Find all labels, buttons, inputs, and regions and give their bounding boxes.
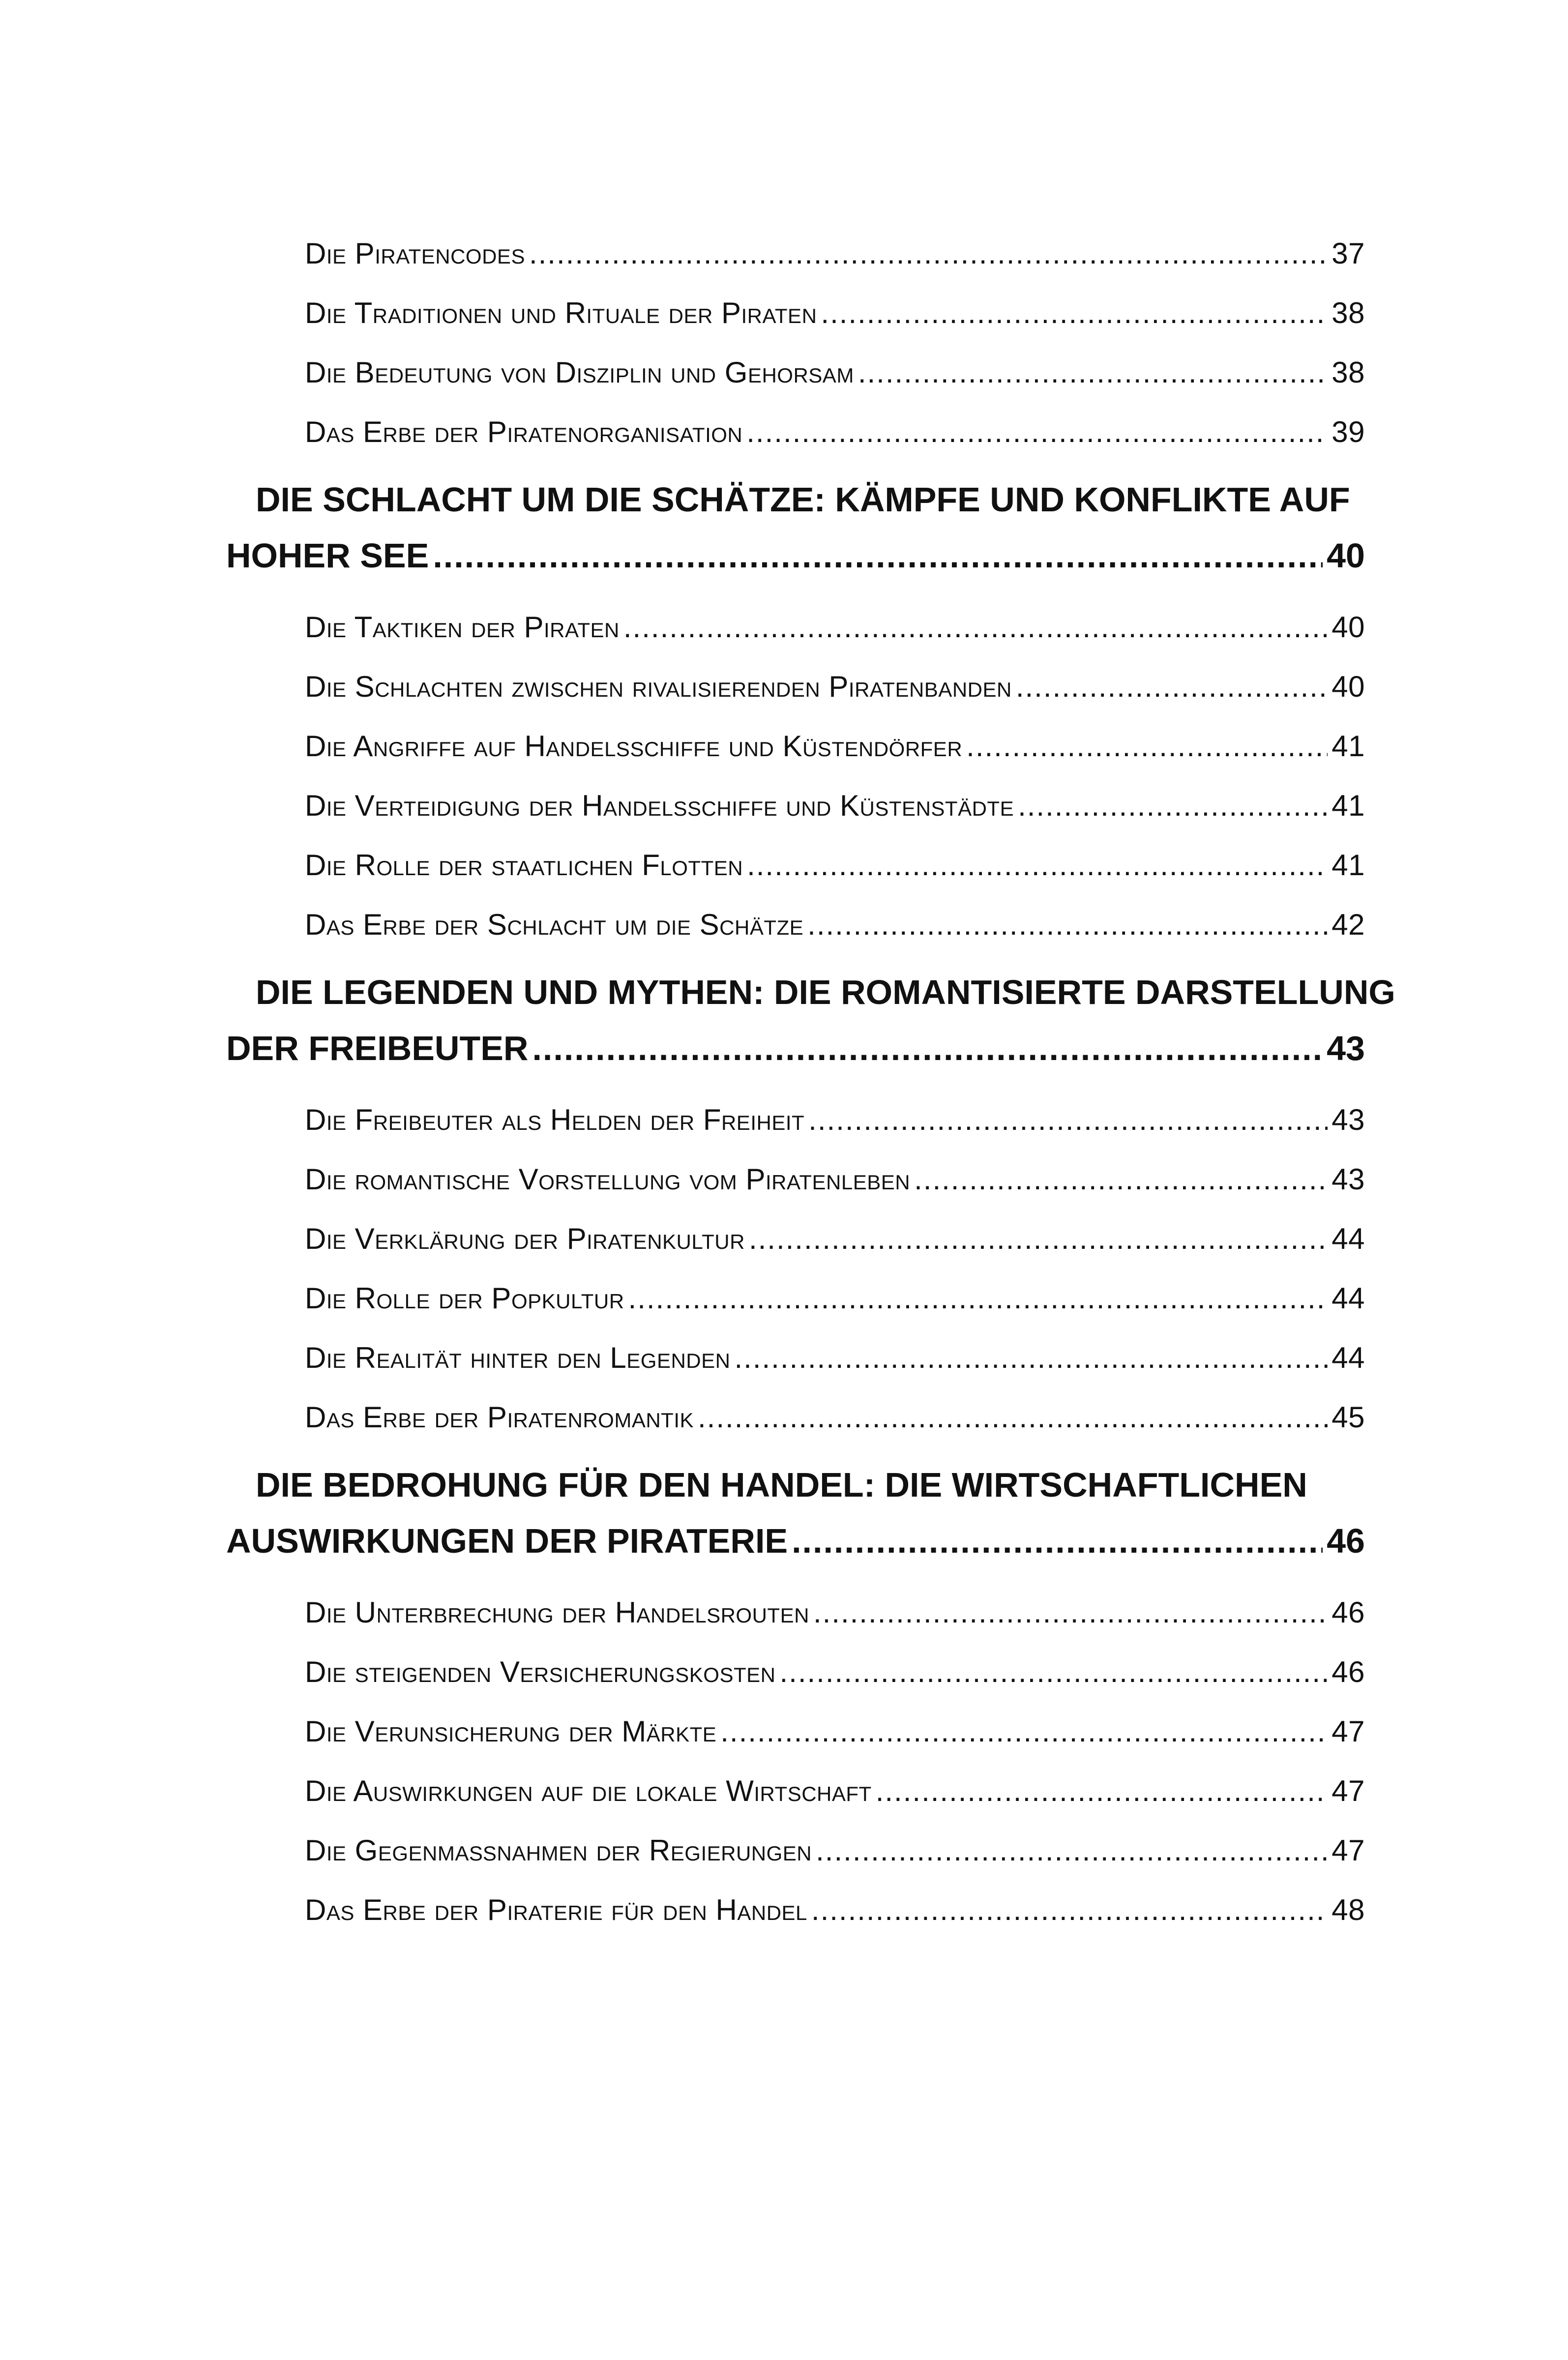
dot-leader: [807, 895, 1328, 954]
toc-entry[interactable]: [305, 283, 1365, 343]
toc-entry-title: Die Schlachten zwischen rivalisierenden Piratenbanden: [305, 670, 1012, 703]
toc-entry-title: Die Bedeutung von Disziplin und Gehorsam: [305, 356, 854, 389]
toc-entry-page: 46: [1331, 1596, 1365, 1629]
toc-entry[interactable]: [305, 224, 1365, 283]
toc-entry-page: 38: [1331, 296, 1365, 329]
toc-entry-title: Die Taktiken der Piraten: [305, 611, 620, 644]
toc-entry-page: 46: [1331, 1655, 1365, 1688]
toc-entry-title: Das Erbe der Schlacht um die Schätze: [305, 908, 804, 941]
toc-entry-page: 43: [1331, 1103, 1365, 1136]
dot-leader: [623, 597, 1328, 657]
dot-leader: [529, 224, 1328, 283]
chapter-page: 46: [1327, 1522, 1365, 1560]
dot-leader: [698, 1387, 1328, 1447]
dot-leader: [746, 402, 1328, 462]
toc-entry-title: Die Rolle der Popkultur: [305, 1282, 624, 1315]
dot-leader: [792, 1513, 1323, 1569]
toc-chapter-heading[interactable]: [226, 1457, 1365, 1569]
toc-entry[interactable]: [305, 1583, 1365, 1642]
dot-leader: [816, 1821, 1328, 1880]
toc-entry[interactable]: [305, 1821, 1365, 1880]
toc-entry[interactable]: [305, 895, 1365, 954]
toc-entry[interactable]: [305, 1209, 1365, 1268]
toc-entry[interactable]: [305, 1702, 1365, 1761]
toc-entry-page: 45: [1331, 1401, 1365, 1434]
toc-entry-page: 41: [1331, 849, 1365, 882]
dot-leader: [966, 716, 1328, 776]
toc-entry[interactable]: [305, 1328, 1365, 1387]
toc-entry-page: 47: [1331, 1715, 1365, 1748]
chapter-title-line1: DIE BEDROHUNG FÜR DEN HANDEL: DIE WIRTSCHAFTLICHEN: [256, 1466, 1307, 1504]
chapter-title-line2-row: [226, 1513, 1365, 1569]
toc-entry-page: 42: [1331, 908, 1365, 941]
chapter-title-line2: AUSWIRKUNGEN DER PIRATERIE: [226, 1522, 788, 1560]
toc-entry-page: 37: [1331, 237, 1365, 270]
toc-entry-page: 39: [1331, 415, 1365, 448]
toc-entry-title: Das Erbe der Piratenromantik: [305, 1401, 694, 1434]
dot-leader: [811, 1880, 1328, 1940]
toc-entry-page: 44: [1331, 1222, 1365, 1255]
toc-entry-page: 41: [1331, 789, 1365, 822]
toc-chapter-heading[interactable]: [226, 964, 1395, 1076]
toc-entry-title: Die romantische Vorstellung vom Piratenleben: [305, 1163, 911, 1196]
toc-entry-title: Die Verteidigung der Handelsschiffe und Küstenstädte: [305, 789, 1014, 822]
toc-entry[interactable]: [305, 1268, 1365, 1328]
dot-leader: [749, 1209, 1328, 1268]
toc-entry-page: 41: [1331, 730, 1365, 763]
dot-leader: [813, 1583, 1328, 1642]
toc-entry-title: Die Freibeuter als Helden der Freiheit: [305, 1103, 805, 1136]
dot-leader: [876, 1761, 1328, 1821]
toc-entry-title: Die Unterbrechung der Handelsrouten: [305, 1596, 809, 1629]
toc-entry-page: 40: [1331, 670, 1365, 703]
chapter-title-line2: DER FREIBEUTER: [226, 1029, 529, 1067]
toc-entry[interactable]: [305, 716, 1365, 776]
dot-leader: [1016, 657, 1328, 716]
toc-entry-title: Das Erbe der Piratenorganisation: [305, 415, 743, 448]
dot-leader: [1018, 776, 1328, 835]
chapter-title-line1: DIE SCHLACHT UM DIE SCHÄTZE: KÄMPFE UND KONFLIKTE AUF: [256, 480, 1350, 519]
dot-leader: [747, 835, 1328, 895]
dot-leader: [433, 528, 1323, 584]
toc-entry-page: 47: [1331, 1774, 1365, 1807]
toc-entry-title: Die Piratencodes: [305, 237, 525, 270]
toc-entry[interactable]: [305, 1761, 1365, 1821]
toc-entry[interactable]: [305, 1150, 1365, 1209]
dot-leader: [720, 1702, 1328, 1761]
toc-entry-page: 44: [1331, 1282, 1365, 1315]
toc-entry[interactable]: [305, 1090, 1365, 1150]
dot-leader: [821, 283, 1328, 343]
chapter-page: 40: [1327, 536, 1365, 575]
chapter-title-line2-row: [226, 528, 1365, 584]
dot-leader: [532, 1020, 1323, 1076]
toc-entry[interactable]: [305, 343, 1365, 402]
toc-entry[interactable]: [305, 657, 1365, 716]
dot-leader: [734, 1328, 1328, 1387]
toc-entry-page: 48: [1331, 1893, 1365, 1926]
toc-chapter-heading[interactable]: [226, 472, 1365, 584]
toc-entry-title: Die Realität hinter den Legenden: [305, 1341, 731, 1374]
dot-leader: [858, 343, 1328, 402]
dot-leader: [628, 1268, 1328, 1328]
toc-entry[interactable]: [305, 835, 1365, 895]
toc-entry-title: Das Erbe der Piraterie für den Handel: [305, 1893, 807, 1926]
toc-entry-title: Die Gegenmaßnahmen der Regierungen: [305, 1834, 812, 1867]
toc-entry[interactable]: [305, 1642, 1365, 1702]
toc-entry[interactable]: [305, 776, 1365, 835]
dot-leader: [808, 1090, 1328, 1150]
chapter-title-line1: DIE LEGENDEN UND MYTHEN: DIE ROMANTISIERTE DARSTELLUNG: [256, 973, 1395, 1011]
toc-entry-title: Die Angriffe auf Handelsschiffe und Küstendörfer: [305, 730, 963, 763]
toc-entry[interactable]: [305, 402, 1365, 462]
toc-entry[interactable]: [305, 597, 1365, 657]
chapter-page: 43: [1327, 1029, 1365, 1067]
toc-entry-page: 43: [1331, 1163, 1365, 1196]
table-of-contents: [226, 224, 1395, 1940]
toc-entry-page: 40: [1331, 611, 1365, 644]
toc-entry-title: Die Auswirkungen auf die lokale Wirtschaft: [305, 1774, 872, 1807]
toc-entry-page: 47: [1331, 1834, 1365, 1867]
toc-entry-page: 44: [1331, 1341, 1365, 1374]
toc-entry-title: Die Traditionen und Rituale der Piraten: [305, 296, 817, 329]
chapter-title-line2: HOHER SEE: [226, 536, 429, 575]
toc-entry-title: Die Verunsicherung der Märkte: [305, 1715, 717, 1748]
chapter-title-line2-row: [226, 1020, 1365, 1076]
dot-leader: [914, 1150, 1328, 1209]
toc-entry-title: Die Verklärung der Piratenkultur: [305, 1222, 745, 1255]
toc-entry[interactable]: [305, 1387, 1365, 1447]
dot-leader: [780, 1642, 1328, 1702]
toc-entry-page: 38: [1331, 356, 1365, 389]
toc-entry-title: Die steigenden Versicherungskosten: [305, 1655, 776, 1688]
toc-entry[interactable]: [305, 1880, 1365, 1940]
toc-entry-title: Die Rolle der staatlichen Flotten: [305, 849, 743, 882]
